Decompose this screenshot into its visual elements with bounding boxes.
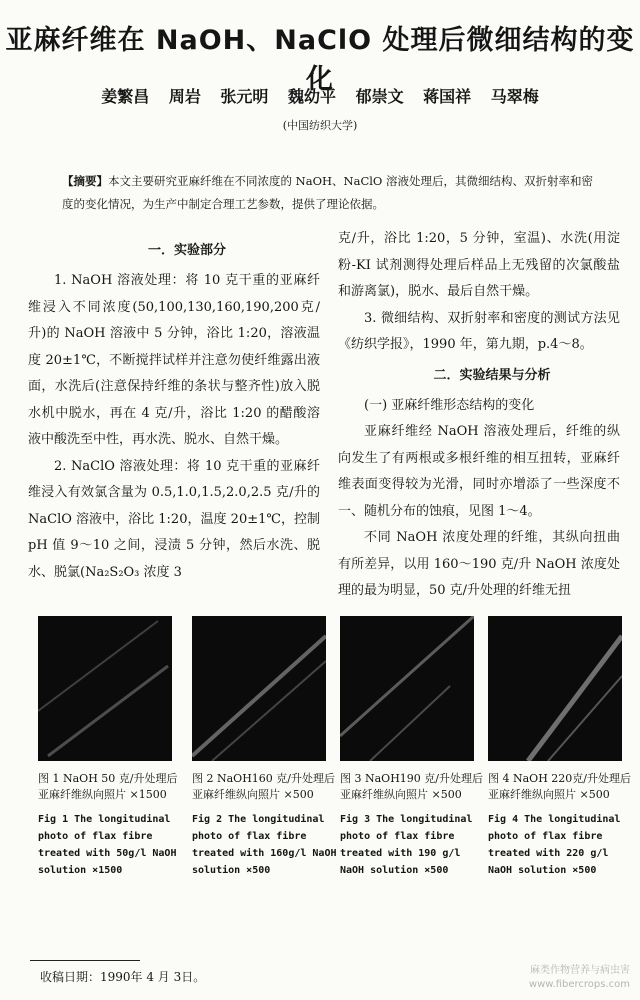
left-column [28, 234, 320, 586]
abstract-label: 【摘要】 [62, 174, 108, 188]
received-date-footnote: 收稿日期：1990年 4 月 3日。 [40, 970, 206, 984]
figure-2-caption-en: Fig 2 The longitudinal photo of flax fibre treated with 160g/l NaOH solution ×500 [192, 814, 337, 876]
figure-4-photo [488, 616, 622, 761]
section-title-experiment: 一．实验部分 [147, 243, 226, 258]
paragraph-naclo-treatment: 2. NaClO 溶液处理：将 10 克干重的亚麻纤维浸入有效氯含量为 0.5,1.0,1.5,2.0,2.5 克/升的 NaClO 溶液中，浴比 1:20，温度 20±1℃，控制 pH 值 9～10 之间，浸渍 5 分钟，然后水洗、脱水、脱氯(Na₂S₂O₃ 浓度 3 [28, 458, 320, 580]
figure-4 [488, 616, 638, 879]
footnote-divider [30, 960, 140, 961]
figure-1 [38, 616, 188, 879]
watermark-line-1: 麻类作物营养与病虫害 [530, 965, 630, 976]
figure-4-caption-zh: 图 4 NaOH 220克/升处理后亚麻纤维纵向照片 ×500 [488, 772, 631, 801]
figure-1-caption-zh: 图 1 NaOH 50 克/升处理后亚麻纤维纵向照片 ×1500 [38, 772, 178, 801]
figure-1-photo [38, 616, 172, 761]
abstract-text: 本文主要研究亚麻纤维在不同浓度的 NaOH、NaClO 溶液处理后，其微细结构、双折射率和密度的变化情况，为生产中制定合理工艺参数，提供了理论依据。 [62, 174, 594, 211]
subsection-title-morphology: (一) 亚麻纤维形态结构的变化 [364, 397, 535, 413]
figure-1-caption-en: Fig 1 The longitudinal photo of flax fibre treated with 50g/l NaOH solution ×1500 [38, 814, 177, 876]
affiliation: (中国纺织大学) [282, 119, 358, 132]
figure-3-caption-zh: 图 3 NaOH190 克/升处理后亚麻纤维纵向照片 ×500 [340, 772, 483, 801]
figure-3-photo [340, 616, 474, 761]
watermark-line-2: www.fibercrops.com [528, 979, 630, 990]
section-title-results: 二．实验结果与分析 [433, 367, 551, 383]
figure-2 [192, 616, 342, 879]
abstract [62, 170, 600, 216]
paragraph-twist: 不同 NaOH 浓度处理的纤维，其纵向扭曲有所差异，以用 160～190 克/升 NaOH 浓度处理的最为明显，50 克/升处理的纤维无扭 [338, 530, 620, 598]
figure-2-photo [192, 616, 326, 761]
watermark [529, 964, 630, 992]
right-column [338, 226, 620, 605]
figure-3-caption-en: Fig 3 The longitudinal photo of flax fibre treated with 190 g/l NaOH solution ×500 [340, 814, 473, 876]
author-list: 姜繁昌 周岩 张元明 魏幼平 郁崇文 蒋国祥 马翠梅 [101, 87, 539, 106]
figure-2-caption-zh: 图 2 NaOH160 克/升处理后亚麻纤维纵向照片 ×500 [192, 772, 335, 801]
paper-title: 亚麻纤维在 NaOH、NaClO 处理后微细结构的变化 [5, 25, 635, 95]
figure-4-caption-en: Fig 4 The longitudinal photo of flax fibre treated with 220 g/l NaOH solution ×500 [488, 814, 621, 876]
paragraph-morphology: 亚麻纤维经 NaOH 溶液处理后，纤维的纵向发生了有两根或多根纤维的相互扭转，亚麻纤维表面变得较为光滑，同时亦增添了一些深度不一、随机分布的蚀痕，见图 1～4。 [338, 424, 620, 519]
paragraph-continued: 克/升，浴比 1:20，5 分钟，室温)、水洗(用淀粉-KI 试剂测得处理后样品上无残留的次氯酸盐和游离氯)，脱水、最后自然干燥。 [338, 231, 620, 299]
paragraph-naoh-treatment: 1. NaOH 溶液处理：将 10 克干重的亚麻纤维浸入不同浓度(50,100,130,160,190,200克/升)的 NaOH 溶液中 5 分钟，浴比 1:20，溶液温度 20±1℃，不断搅拌试样并注意勿使纤维露出液面，水洗后(注意保持纤维的条状与整齐性)放入脱水机中脱水，再在 4 克/升，浴比 1:20 的醋酸溶液中酸洗至中性，再水洗、脱水、自然干燥。 [28, 273, 320, 447]
paragraph-test-method: 3. 微细结构、双折射率和密度的测试方法见《纺织学报》，1990 年，第九期，p.4～8。 [338, 310, 620, 352]
figure-3 [340, 616, 490, 879]
